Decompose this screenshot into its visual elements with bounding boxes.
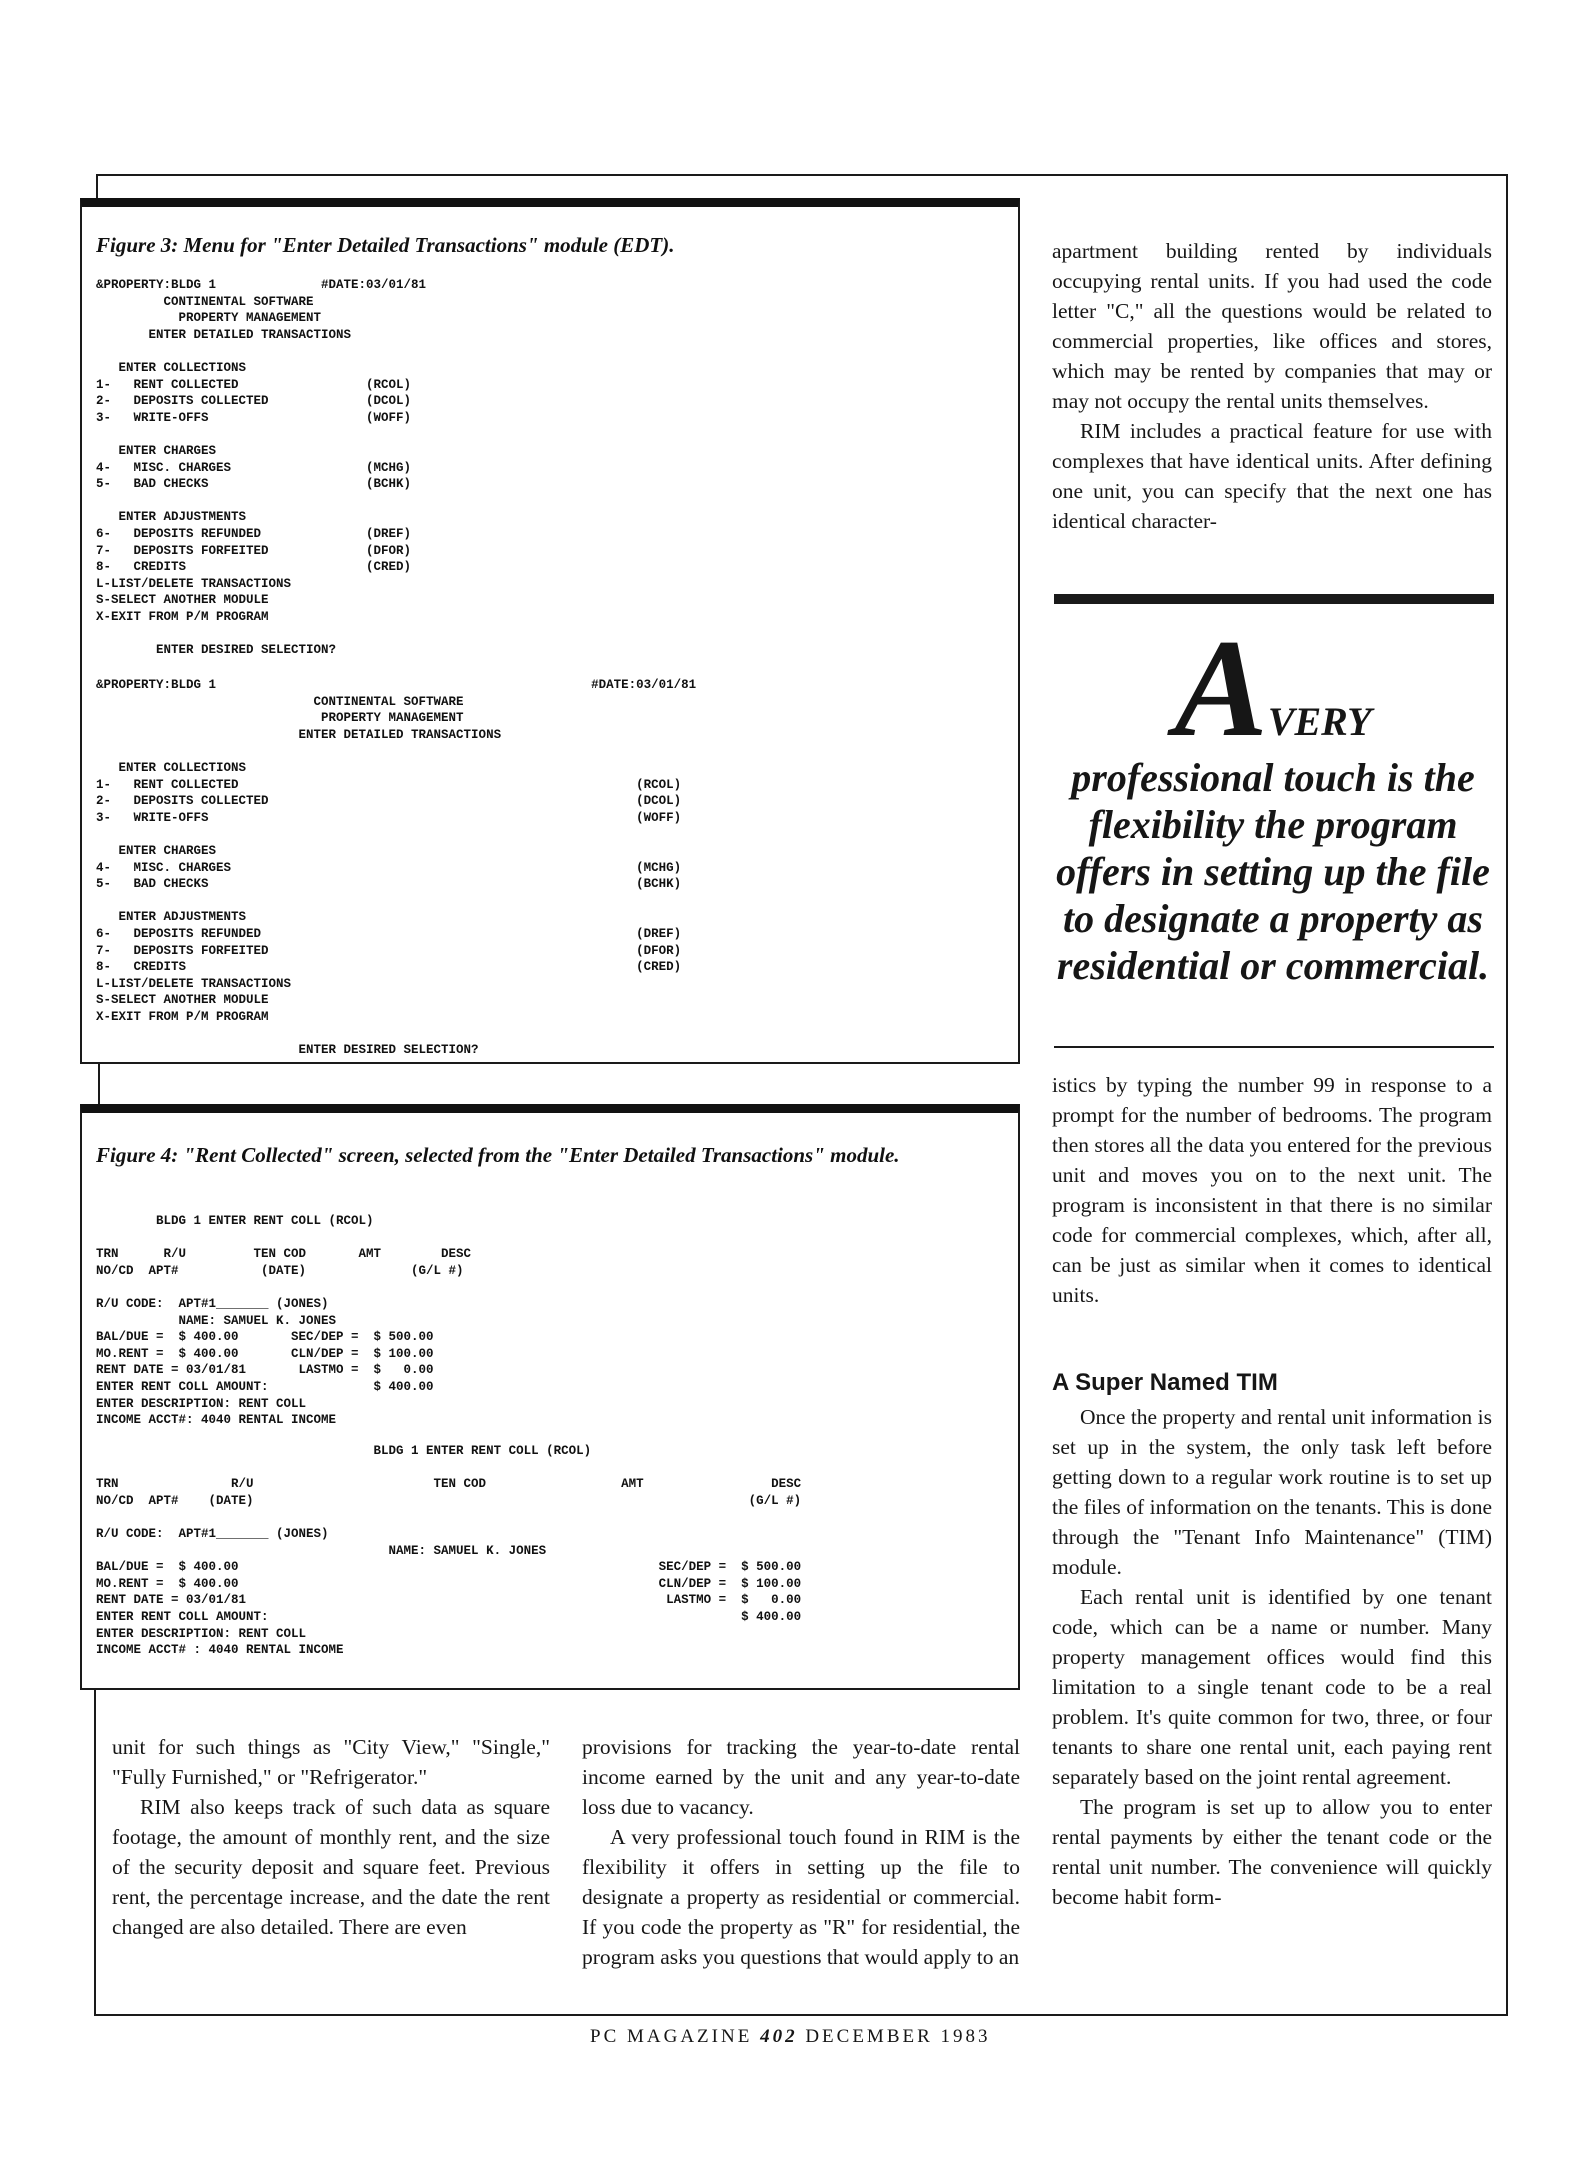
pullquote-top-rule xyxy=(1054,594,1494,604)
figure-4-caption: Figure 4: "Rent Collected" screen, selected from the "Enter Detailed Transactions" module. xyxy=(96,1143,900,1167)
figure-4-screen-wide: BLDG 1 ENTER RENT COLL (RCOL) TRN R/U TEN COD AMT DESC NO/CD APT# (DATE) (G/L #) R/U CODE: APT#1_______ (JONES) NAME: SAMUEL K. JONES BAL/DUE = $ 400.00 SEC/DEP = $ 500.00 MO.RENT = $ 400.00 CLN/DEP = $ 100.00 RENT DATE = 03/01/81 LASTMO = $ 0.00 ENTER RENT COLL AMOUNT: $ 400.00 ENTER DESCRIPTION: RENT COLL INCOME ACCT# : 4040 RENTAL INCOME xyxy=(96,1444,802,1658)
figure-3-screen-small: &PROPERTY:BLDG 1 #DATE:03/01/81 CONTINENTAL SOFTWARE PROPERTY MANAGEMENT ENTER DETAILED TRANSACTIONS ENTER COLLECTIONS 1- RENT COLLECTED (RCOL) 2- DEPOSITS COLLECTED (DCOL) 3- WRITE-OFFS (WOFF) ENTER CHARGES 4- MISC. CHARGES (MCHG) 5- BAD CHECKS (BCHK) ENTER ADJUSTMENTS 6- DEPOSITS REFUNDED (DREF) 7- DEPOSITS FORFEITED (DFOR) 8- CREDITS (CRED) L-LIST/DELETE TRANSACTIONS S-SELECT ANOTHER MODULE X-EXIT FROM P/M PROGRAM ENTER DESIRED SELECTION? xyxy=(96,278,427,658)
bottom-left-paragraph-1: unit for such things as "City View," "Single," "Fully Furnished," or "Refrigerator." xyxy=(112,1735,550,1789)
figure-3-caption: Figure 3: Menu for "Enter Detailed Transactions" module (EDT). xyxy=(96,233,675,257)
figure-3-screen-wide: &PROPERTY:BLDG 1 #DATE:03/01/81 CONTINENTAL SOFTWARE PROPERTY MANAGEMENT ENTER DETAILED TRANSACTIONS ENTER COLLECTIONS 1- RENT COLLECTED (RCOL) 2- DEPOSITS COLLECTED (DCOL) 3- WRITE-OFFS (WOFF) ENTER CHARGES 4- MISC. CHARGES (MCHG) 5- BAD CHECKS (BCHK) ENTER ADJUSTMENTS 6- DEPOSITS REFUNDED (DREF) 7- DEPOSITS FORFEITED (DFOR) 8- CREDITS (CRED) L-LIST/DELETE TRANSACTIONS S-SELECT ANOTHER MODULE X-EXIT FROM P/M PROGRAM ENTER DESIRED SELECTION? xyxy=(96,678,697,1058)
frame-bottom-rule xyxy=(94,2014,1508,2016)
right-column-mid-paragraph: istics by typing the number 99 in response to a prompt for the number of bedrooms. The program then stores all the data you entered for the previous unit and moves you on to the next unit. The program is inconsistent in that there is no similar code for commercial complexes, which, after all, can be just as similar when it comes to identical units. xyxy=(1052,1073,1493,1307)
right-column-mid xyxy=(1052,1070,1492,1310)
frame-left-rule-bottom xyxy=(94,1690,96,2016)
right-column-paragraph-1: Once the property and rental unit information is set up in the system, the only task left before getting down to a regular work routine is to set up the files of information on the tenants. This is done through the "Tenant Info Maintenance" (TIM) module. xyxy=(1052,1405,1492,1579)
bottom-left-paragraph-2: RIM also keeps track of such data as square footage, the amount of monthly rent, and the size of the security deposit and square feet. Previous rent, the percentage increase, and the date the rent changed are also detailed. There are even xyxy=(112,1795,550,1939)
footer-page-number: 402 xyxy=(760,2026,798,2047)
page-footer xyxy=(590,2026,991,2048)
right-column-bottom xyxy=(1052,1402,1492,1912)
footer-magazine: PC MAGAZINE xyxy=(590,2026,753,2047)
pullquote xyxy=(1052,611,1494,989)
pullquote-body: professional touch is the flexibility the program offers in setting up the file to designate a property as residential or commercial. xyxy=(1056,755,1490,988)
figure-4-screen-small: BLDG 1 ENTER RENT COLL (RCOL) TRN R/U TEN COD AMT DESC NO/CD APT# (DATE) (G/L #) R/U CODE: APT#1_______ (JONES) NAME: SAMUEL K. JONES BAL/DUE = $ 400.00 SEC/DEP = $ 500.00 MO.RENT = $ 400.00 CLN/DEP = $ 100.00 RENT DATE = 03/01/81 LASTMO = $ 0.00 ENTER RENT COLL AMOUNT: $ 400.00 ENTER DESCRIPTION: RENT COLL INCOME ACCT#: 4040 RENTAL INCOME xyxy=(96,1214,472,1428)
pullquote-lead-word: VERY xyxy=(1267,699,1372,744)
figure-3 xyxy=(80,198,1020,1064)
frame-top-rule xyxy=(96,174,1508,176)
bottom-middle-paragraph-1: provisions for tracking the year-to-date rental income earned by the unit and any year-to-date loss due to vacancy. xyxy=(582,1735,1020,1819)
right-column-top-paragraph-2: RIM includes a practical feature for use with complexes that have identical units. After defining one unit, you can specify that the next one has identical character- xyxy=(1052,419,1492,533)
figure-4 xyxy=(80,1104,1020,1690)
section-heading: A Super Named TIM xyxy=(1052,1369,1278,1396)
pullquote-lead xyxy=(1052,611,1494,766)
bottom-middle-column xyxy=(582,1732,1020,1972)
frame-right-rule xyxy=(1506,174,1508,2016)
right-column-top xyxy=(1052,236,1492,536)
bottom-middle-paragraph-2: A very professional touch found in RIM is the flexibility it offers in setting up the file to designate a property as residential or commercial. If you code the property as "R" for residential, the program asks you questions that would apply to an xyxy=(582,1825,1020,1969)
footer-date: DECEMBER 1983 xyxy=(805,2026,991,2047)
pullquote-drop-letter: A xyxy=(1174,611,1268,766)
right-column-paragraph-2: Each rental unit is identified by one tenant code, which can be a name or number. Many property management offices would find this limitation to a single tenant code to be a real problem. It's quite common for two, three, or four tenants to share one rental unit, each paying rent separately based on the joint rental agreement. xyxy=(1052,1585,1492,1789)
right-column-paragraph-3: The program is set up to allow you to enter rental payments by either the tenant code or the rental unit number. The convenience will quickly become habit form- xyxy=(1052,1795,1492,1909)
bottom-left-column xyxy=(112,1732,550,1942)
right-column-top-paragraph-1: apartment building rented by individuals occupying rental units. If you had used the code letter "C," all the questions would be related to commercial properties, like offices and stores, which may be rented by companies that may or may not occupy the rental units themselves. xyxy=(1052,239,1492,413)
pullquote-bottom-rule xyxy=(1054,1046,1494,1048)
